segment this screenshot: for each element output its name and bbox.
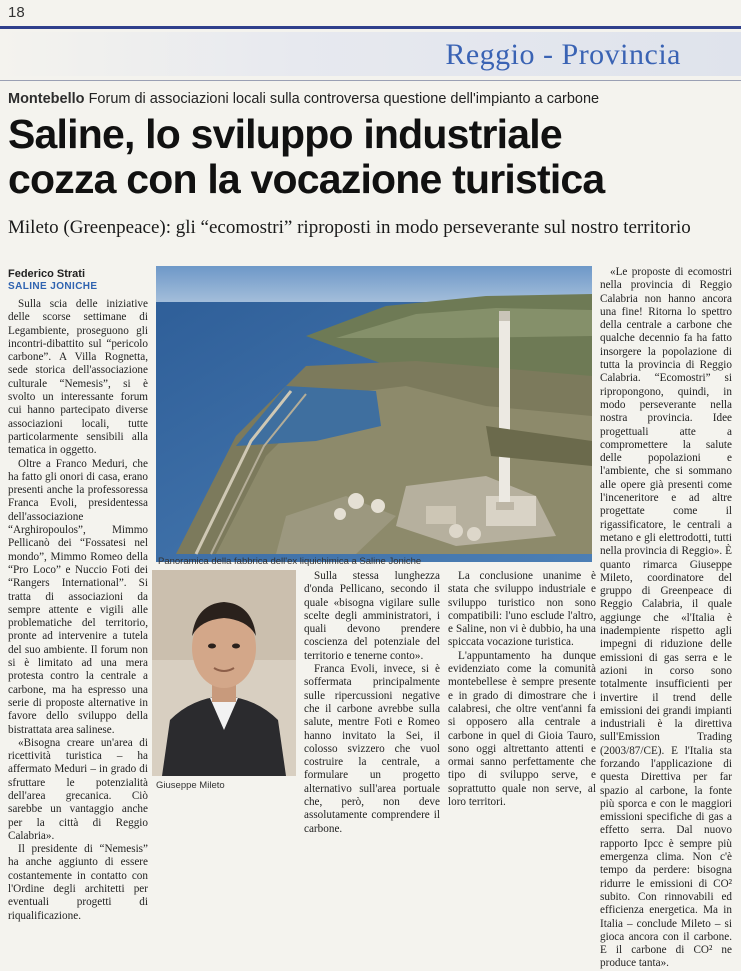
headline-line-1: Saline, lo sviluppo industriale (8, 111, 562, 157)
kicker-text: Forum di associazioni locali sulla controversa questione dell'impianto a carbone (88, 91, 600, 107)
portrait-caption: Giuseppe Mileto (156, 780, 225, 791)
kicker (8, 91, 599, 107)
industrial-plant-illustration (156, 266, 592, 554)
dateline: SALINE JONICHE (8, 281, 98, 292)
article-column-3 (448, 570, 596, 809)
subhead: Mileto (Greenpeace): gli “ecomostri” riproposti in modo perseverante sul nostro territorio (8, 217, 691, 238)
article-column-4 (600, 266, 732, 970)
headline-line-2: cozza con la vocazione turistica (8, 156, 605, 202)
paragraph: La conclusione unanime è stata che sviluppo industriale e sviluppo turistico non sono compatibili: l'uno esclude l'altro, e Saline, non vi è dubbio, ha una spiccata vocazione turistica. (448, 570, 596, 649)
person-portrait-illustration (152, 570, 296, 776)
paragraph: Oltre a Franco Meduri, che ha fatto gli onori di casa, erano presenti anche la professoressa Franca Evoli, presidentessa dell'associazione “Arghiropoulos”, Mimmo Pellicanò dei “Fossatesi nel mondo”, Mimmo Romeo della “Pro Loco” e Nuccio Foti dei “Rangers International”. Si tratta di associazioni da sempre attente e vigili alle problematiche del territorio, pronte ad intervenire a tutela del suo ambiente. Il forum non si è limitato ad una mera protesta contro la centrale a carbone, ma ha espresso una serie di proposte alternative in favore dello sviluppo della bistrattata area salinese. (8, 457, 148, 736)
kicker-place: Montebello (8, 91, 85, 107)
banner-rule (0, 80, 741, 81)
article-column-1 (8, 298, 148, 922)
paragraph: Il presidente di “Nemesis” ha anche aggiunto di essere costantemente in contatto con l'Ordine degli architetti per eventuali progetti di riqualificazione. (8, 843, 148, 922)
paragraph: Franca Evoli, invece, si è soffermata principalmente sulle ripercussioni negative che il carbone avrebbe sulla salute, mentre Foti e Romeo hanno invitato la Sei, il colosso svizzero che vuol costruire la centrale, a formulare un progetto alternativo sull'area portuale che, però, non deve assolutamente comprendere il carbone. (304, 663, 440, 835)
paragraph: «Le proposte di ecomostri nella provincia di Reggio Calabria non hanno ancora una fine! Ritorna lo spettro della centrale a carbone che qualche decennio fa ha fatto insorgere la popolazione di tutta la provincia di Reggio Calabria. “Ecomostri” si ripropongono, quindi, in modo perseverante nella nostra provincia. Idee progettuali atte a compromettere la salute delle popolazioni e l'ambiente, che si sommano alle opere già presenti come l'inceneritore e ad altre progettate come il rigassificatore, le centrali a metano e gli elettrodotti, tutti nella provincia di Reggio». È quanto rimarca Giuseppe Mileto, coordinatore del gruppo di Greenpeace di Reggio Calabria, il quale aggiunge che «l'Italia è inadempiente rispetto agli impegni di riduzione delle emissioni di gas serra e le azioni in corso sono totalmente insufficienti per invertire il trend delle emissioni dei grandi impianti industriali è la direttiva sull'Emission Trading (2003/87/CE). E l'Italia sta forzando l'applicazione di questa Direttiva per far spazio al carbone, la fonte più sporca e con le maggiori emissioni specifiche di gas a effetto serra. Dal nuovo rapporto Ipcc è sempre più emergenza clima. Non c'è tempo da perdere: bisogna ridurre le emissioni di CO² subito. Con rinnovabili ed efficienza energetica. Ma in Italia – conclude Mileto – si gioca ancora con il carbone. E il carbone di CO² ne produce tanta». (600, 266, 732, 970)
paragraph: «Bisogna creare un'area di ricettività turistica – ha affermato Meduri – in grado di sfruttare le potenzialità dell'area grecanica. Ciò sarebbe un vantaggio anche per la città di Reggio Calabria». (8, 736, 148, 842)
section-title: Reggio - Provincia (445, 38, 681, 71)
paragraph: Sulla scia delle iniziative delle scorse settimane di Legambiente, proseguono gli incontri-dibattito sul “pericolo carbone”. A Villa Rognetta, sede storica dell'associazione culturale “Nemesis”, si è svolto un interessante forum cui hanno partecipato diverse associazioni locali, tutte particolarmente sensibili alla tematica in oggetto. (8, 298, 148, 457)
byline-author: Federico Strati (8, 268, 86, 280)
page-number: 18 (8, 4, 25, 21)
photo-caption: Panoramica della fabbrica dell'ex liquichimica a Saline Joniche (158, 556, 422, 567)
article-column-2 (304, 570, 440, 835)
industrial-plant-photo (156, 266, 592, 554)
paragraph: L'appuntamento ha dunque evidenziato come la comunità montebellese è sempre presente e in grado di dimostrare che i calabresi, che oltre vent'anni fa si opposero alla centrale a carbone in quel di Gioia Tauro, sono oggi altrettanto attenti e ormai sanno perfettamente che tipo di sviluppo serve, e soprattutto quale non serve, al loro territori. (448, 649, 596, 809)
top-rule (0, 26, 741, 29)
portrait-photo (152, 570, 296, 776)
paragraph: Sulla stessa lunghezza d'onda Pellicano, secondo il quale «bisogna vigilare sulle scelte degli amministratori, i quali devono prendere coscienza del potenziale del territorio e tenerne conto». (304, 570, 440, 662)
headline (8, 112, 708, 202)
